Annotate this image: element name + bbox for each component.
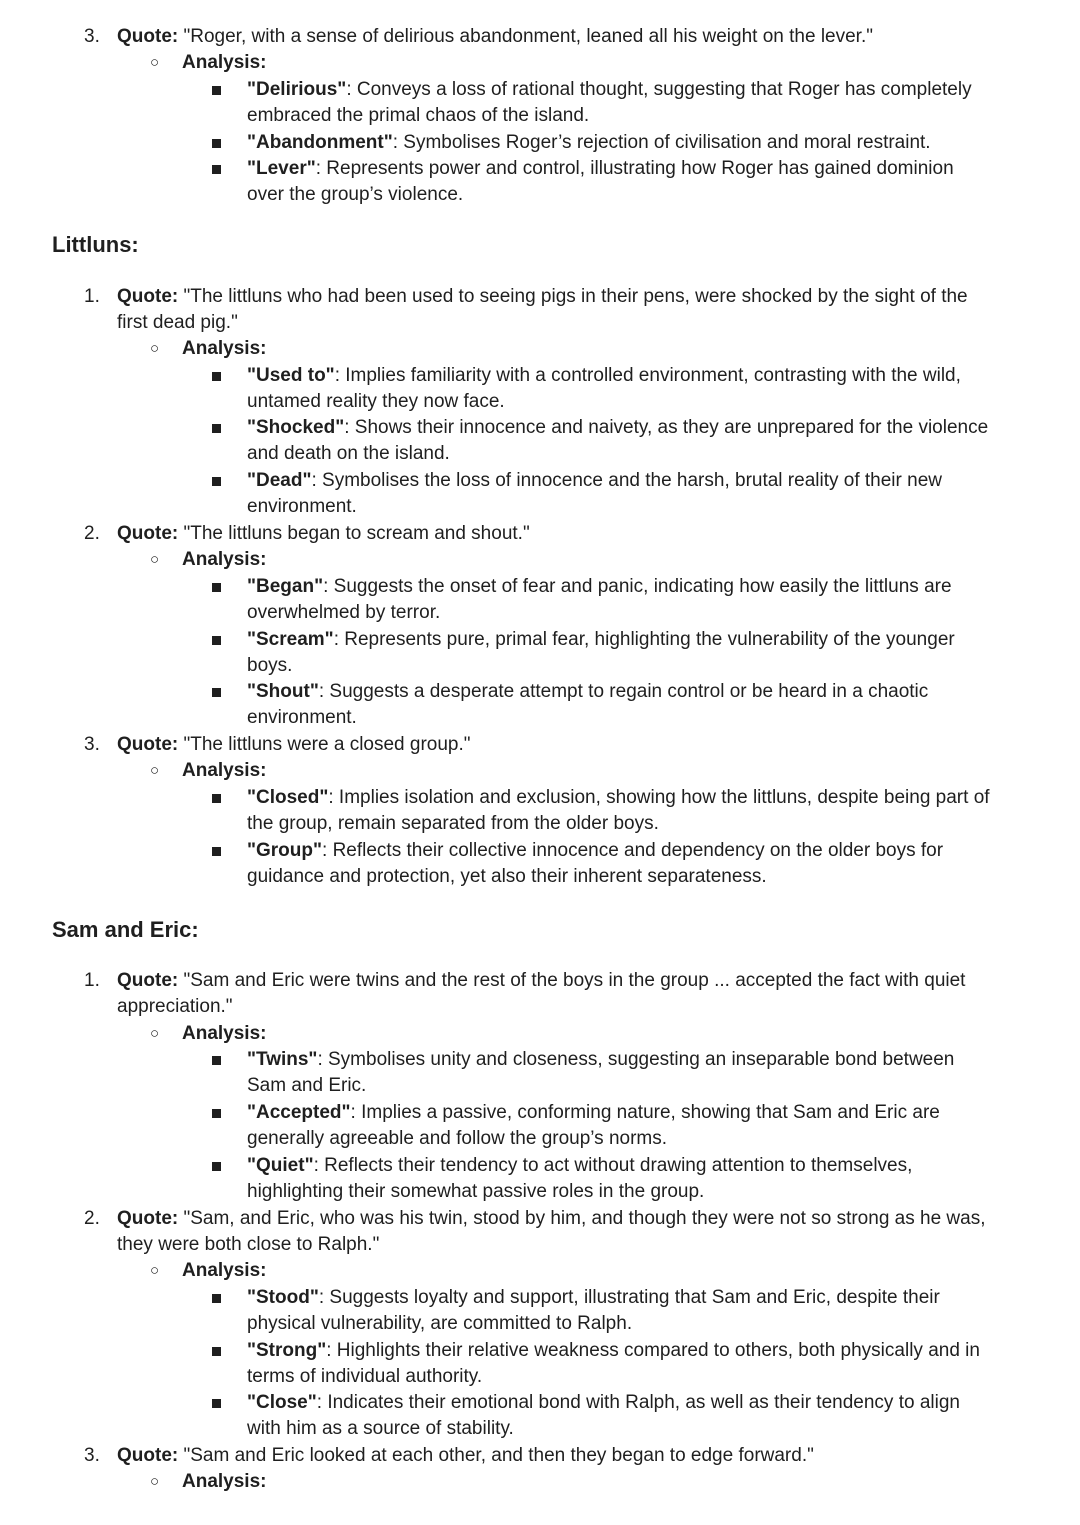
quote-label: Quote: xyxy=(117,1208,179,1229)
term: "Scream" xyxy=(247,629,334,650)
analysis-point: "Group": Reflects their collective innocence and dependency on the older boys for xyxy=(247,840,944,861)
quote-label: Quote: xyxy=(117,26,179,47)
hollow-bullet-icon: ○ xyxy=(150,551,160,568)
term: "Began" xyxy=(247,576,324,597)
square-bullet-icon xyxy=(212,86,221,95)
section-heading-sam-and-eric: Sam and Eric: xyxy=(52,917,199,942)
analysis-point: "Abandonment": Symbolises Roger’s rejection of civilisation and moral restraint. xyxy=(247,132,931,153)
analysis-label: Analysis: xyxy=(182,1260,267,1281)
analysis-point-cont: terms of individual authority. xyxy=(247,1366,483,1387)
square-bullet-icon xyxy=(212,1162,221,1171)
quote-text: "Sam and Eric were twins and the rest of the boys in the group ... accepted the fact with quiet xyxy=(183,970,966,991)
term: "Stood" xyxy=(247,1287,319,1308)
quote-line xyxy=(117,284,968,310)
square-bullet-icon xyxy=(212,424,221,433)
analysis-point: "Twins": Symbolises unity and closeness, suggesting an inseparable bond between xyxy=(247,1049,955,1070)
list-number: 3. xyxy=(84,26,100,47)
term: "Shocked" xyxy=(247,417,345,438)
quote-line xyxy=(117,521,530,547)
hollow-bullet-icon: ○ xyxy=(150,1262,160,1279)
term: "Lever" xyxy=(247,158,316,179)
section-heading-littluns: Littluns: xyxy=(52,232,139,257)
analysis-point: "Used to": Implies familiarity with a controlled environment, contrasting with the wild, xyxy=(247,365,961,386)
quote-text: "Sam, and Eric, who was his twin, stood by him, and though they were not so strong as he was, xyxy=(183,1208,986,1229)
analysis-point-cont: physical vulnerability, are committed to Ralph. xyxy=(247,1313,633,1334)
term: "Group" xyxy=(247,840,323,861)
analysis-point-cont: guidance and protection, yet also their inherent separateness. xyxy=(247,866,767,887)
square-bullet-icon xyxy=(212,583,221,592)
square-bullet-icon xyxy=(212,165,221,174)
quote-text: "The littluns who had been used to seeing pigs in their pens, were shocked by the sight of the xyxy=(183,286,968,307)
list-number: 3. xyxy=(84,1445,100,1466)
term: "Accepted" xyxy=(247,1102,351,1123)
quote-line xyxy=(117,1443,814,1469)
hollow-bullet-icon: ○ xyxy=(150,1025,160,1042)
quote-text: "The littluns began to scream and shout." xyxy=(183,523,530,544)
square-bullet-icon xyxy=(212,1399,221,1408)
term: "Close" xyxy=(247,1392,317,1413)
analysis-point-cont: Sam and Eric. xyxy=(247,1075,367,1096)
quote-label: Quote: xyxy=(117,970,179,991)
analysis-point-cont: with him as a source of stability. xyxy=(247,1418,514,1439)
analysis-point-cont: and death on the island. xyxy=(247,443,450,464)
term: "Shout" xyxy=(247,681,319,702)
analysis-point: "Scream": Represents pure, primal fear, highlighting the vulnerability of the younger xyxy=(247,629,955,650)
hollow-bullet-icon: ○ xyxy=(150,762,160,779)
analysis-point: "Lever": Represents power and control, illustrating how Roger has gained dominion xyxy=(247,158,954,179)
analysis-label: Analysis: xyxy=(182,549,267,570)
term: "Strong" xyxy=(247,1340,327,1361)
hollow-bullet-icon: ○ xyxy=(150,54,160,71)
hollow-bullet-icon: ○ xyxy=(150,340,160,357)
analysis-point-cont: over the group’s violence. xyxy=(247,184,464,205)
analysis-point-cont: highlighting their somewhat passive roles in the group. xyxy=(247,1181,705,1202)
analysis-point: "Shout": Suggests a desperate attempt to regain control or be heard in a chaotic xyxy=(247,681,929,702)
list-number: 1. xyxy=(84,286,100,307)
term: "Delirious" xyxy=(247,79,347,100)
analysis-point-cont: embraced the primal chaos of the island. xyxy=(247,105,590,126)
term: "Used to" xyxy=(247,365,335,386)
term: "Closed" xyxy=(247,787,329,808)
quote-line-cont: they were both close to Ralph." xyxy=(117,1234,380,1255)
analysis-point: "Strong": Highlights their relative weakness compared to others, both physically and in xyxy=(247,1340,980,1361)
analysis-point: "Accepted": Implies a passive, conforming nature, showing that Sam and Eric are xyxy=(247,1102,940,1123)
term: "Dead" xyxy=(247,470,312,491)
square-bullet-icon xyxy=(212,1056,221,1065)
analysis-point-cont: generally agreeable and follow the group’s norms. xyxy=(247,1128,668,1149)
analysis-label: Analysis: xyxy=(182,1471,267,1492)
term: "Twins" xyxy=(247,1049,318,1070)
analysis-point: "Closed": Implies isolation and exclusion, showing how the littluns, despite being part of xyxy=(247,787,990,808)
quote-line-cont: appreciation." xyxy=(117,996,233,1017)
quote-label: Quote: xyxy=(117,286,179,307)
analysis-point-cont: the group, remain separated from the older boys. xyxy=(247,813,659,834)
quote-line-cont: first dead pig." xyxy=(117,312,238,333)
hollow-bullet-icon: ○ xyxy=(150,1473,160,1490)
analysis-point-cont: boys. xyxy=(247,655,293,676)
square-bullet-icon xyxy=(212,636,221,645)
quote-label: Quote: xyxy=(117,523,179,544)
quote-label: Quote: xyxy=(117,1445,179,1466)
analysis-point-cont: environment. xyxy=(247,707,357,728)
analysis-point-cont: environment. xyxy=(247,496,357,517)
square-bullet-icon xyxy=(212,1347,221,1356)
square-bullet-icon xyxy=(212,847,221,856)
analysis-label: Analysis: xyxy=(182,338,267,359)
quote-text: "Sam and Eric looked at each other, and then they began to edge forward." xyxy=(183,1445,814,1466)
analysis-point: "Quiet": Reflects their tendency to act without drawing attention to themselves, xyxy=(247,1155,913,1176)
analysis-point-cont: overwhelmed by terror. xyxy=(247,602,441,623)
analysis-point: "Shocked": Shows their innocence and naivety, as they are unprepared for the violence xyxy=(247,417,989,438)
quote-line xyxy=(117,1206,986,1232)
term: "Abandonment" xyxy=(247,132,393,153)
quote-text: "The littluns were a closed group." xyxy=(183,734,471,755)
analysis-point: "Delirious": Conveys a loss of rational thought, suggesting that Roger has completely xyxy=(247,79,972,100)
analysis-label: Analysis: xyxy=(182,52,267,73)
list-number: 2. xyxy=(84,1208,100,1229)
square-bullet-icon xyxy=(212,688,221,697)
quote-label: Quote: xyxy=(117,734,179,755)
square-bullet-icon xyxy=(212,372,221,381)
square-bullet-icon xyxy=(212,1109,221,1118)
analysis-point-cont: untamed reality they now face. xyxy=(247,391,505,412)
term: "Quiet" xyxy=(247,1155,314,1176)
quote-line xyxy=(117,24,873,50)
list-number: 2. xyxy=(84,523,100,544)
square-bullet-icon xyxy=(212,477,221,486)
square-bullet-icon xyxy=(212,139,221,148)
square-bullet-icon xyxy=(212,1294,221,1303)
analysis-label: Analysis: xyxy=(182,760,267,781)
analysis-point: "Close": Indicates their emotional bond with Ralph, as well as their tendency to align xyxy=(247,1392,960,1413)
quote-line xyxy=(117,968,965,994)
list-number: 1. xyxy=(84,970,100,991)
analysis-point: "Began": Suggests the onset of fear and panic, indicating how easily the littluns are xyxy=(247,576,952,597)
analysis-label: Analysis: xyxy=(182,1023,267,1044)
analysis-point: "Dead": Symbolises the loss of innocence and the harsh, brutal reality of their new xyxy=(247,470,942,491)
list-number: 3. xyxy=(84,734,100,755)
square-bullet-icon xyxy=(212,794,221,803)
quote-text: "Roger, with a sense of delirious abandonment, leaned all his weight on the lever." xyxy=(183,26,873,47)
analysis-point: "Stood": Suggests loyalty and support, illustrating that Sam and Eric, despite their xyxy=(247,1287,940,1308)
quote-line xyxy=(117,732,471,758)
